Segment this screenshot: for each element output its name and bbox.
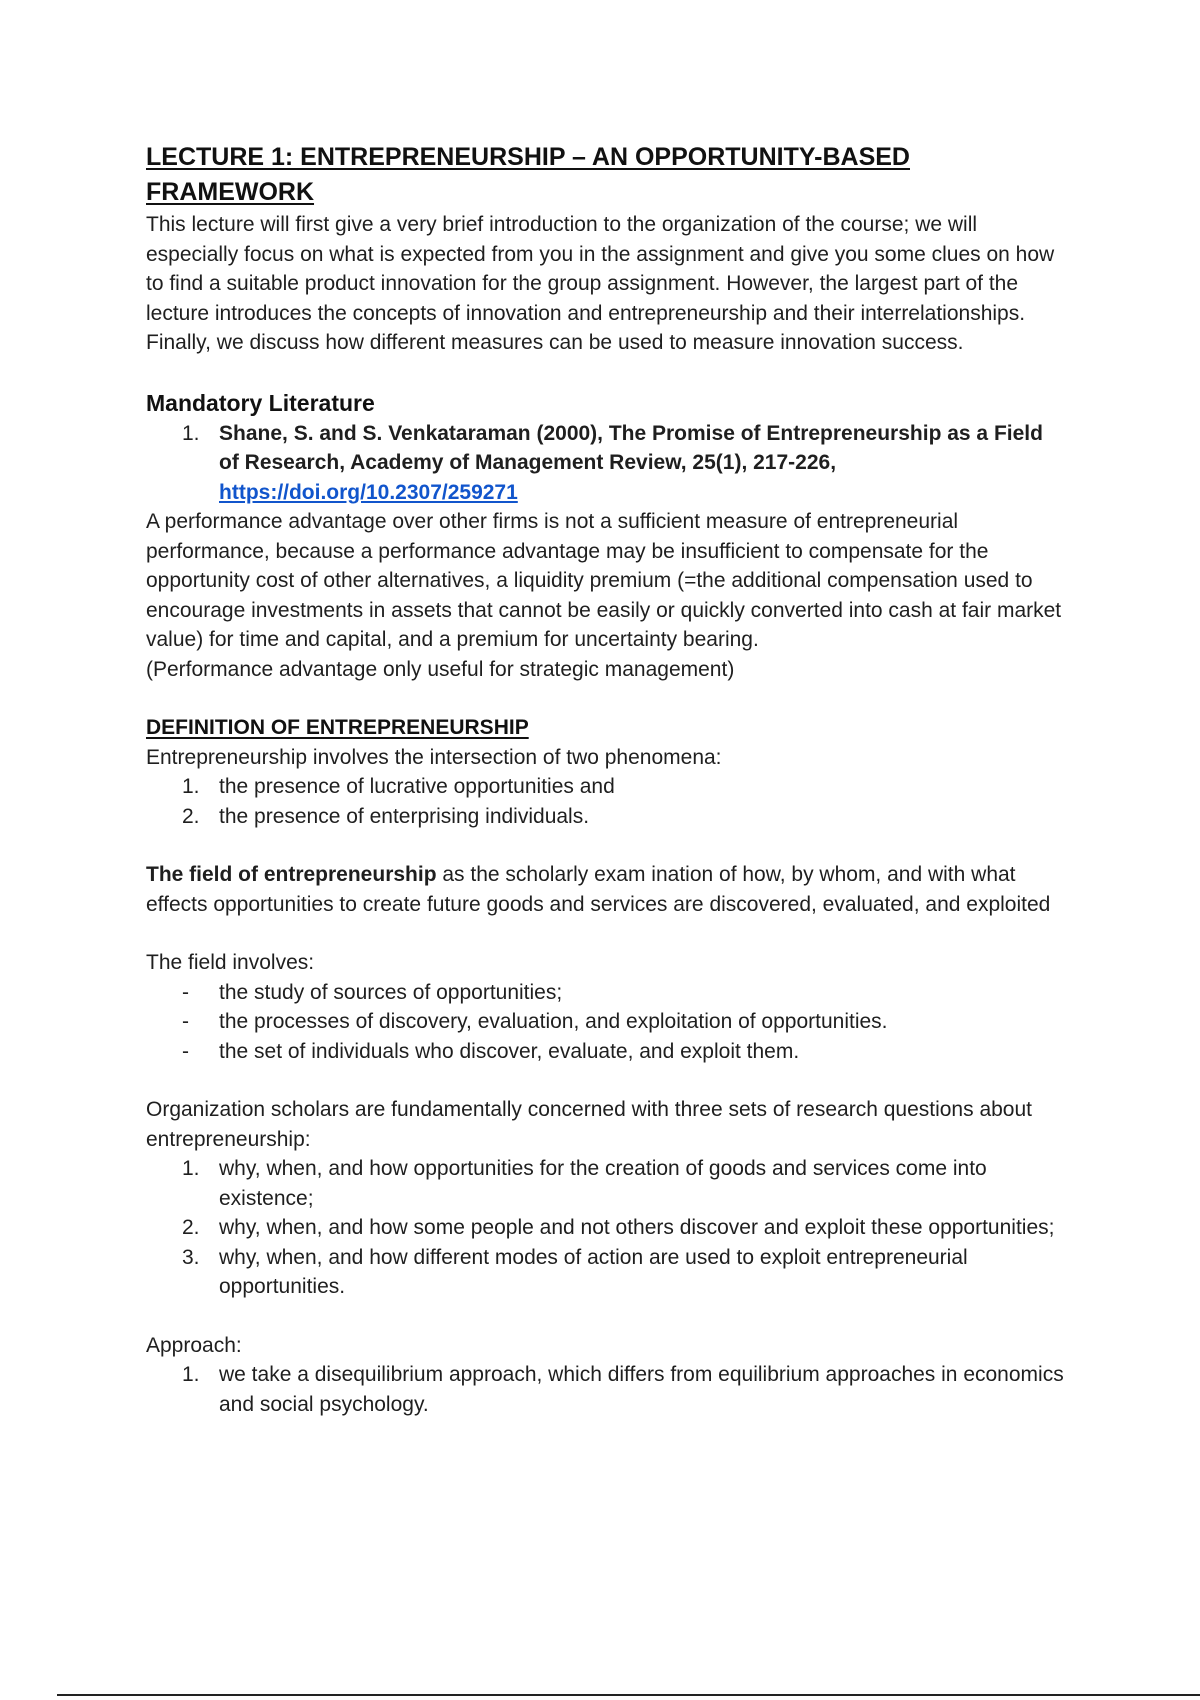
definition-heading: DEFINITION OF ENTREPRENEURSHIP [146,716,529,739]
list-marker: 1. [182,1363,200,1386]
mandatory-literature-heading: Mandatory Literature [146,389,375,416]
literature-list [146,419,1066,508]
list-marker: 1. [182,1157,200,1180]
list-marker: 1. [182,421,200,445]
citation-text: Shane, S. and S. Venkataraman (2000), The Promise of Entrepreneurship as a Field of Research, Academy of Management Review, 25(1), 217-226, [219,421,1043,474]
doi-link[interactable]: https://doi.org/10.2307/259271 [219,480,518,504]
field-involves-lead: The field involves: [146,951,315,974]
definition-list [146,772,1066,831]
list-marker: 2. [182,804,200,828]
dash-marker: - [182,1010,189,1033]
list-item [146,978,1066,1008]
performance-note: A performance advantage over other firms is not a sufficient measure of entrepreneurial performance, because a performance advantage may be insufficient to compensate for the opportunity cost of other alternatives, a liquidity premium (=the additional compensation used to encourage investments in assets that cannot be easily or quickly converted into cash at fair market value) for time and capital, and a premium for uncertainty bearing. [146,510,1062,651]
list-marker: 3. [182,1245,200,1269]
list-item [146,1007,1066,1037]
field-paragraph [146,860,1066,919]
list-item-text: why, when, and how opportunities for the creation of goods and services come into existence; [219,1157,987,1210]
list-item-text: why, when, and how some people and not others discover and exploit these opportunities; [219,1216,1055,1239]
list-item [146,772,1066,802]
performance-note-aside: (Performance advantage only useful for strategic management) [146,657,735,681]
list-item [146,1360,1066,1419]
list-marker: 2. [182,1216,200,1239]
list-item-text: the presence of enterprising individuals. [219,804,590,828]
field-bold-lead: The field of entrepreneurship [146,863,437,886]
list-marker: 1. [182,775,200,798]
list-item [146,1037,1066,1067]
list-item-text: the study of sources of opportunities; [219,980,563,1004]
field-rest: as the scholarly exam ination of how, by whom, and with what effects opportunities to create future goods and services are discovered, evaluated, and exploited [146,863,1051,916]
list-item [146,419,1066,508]
research-questions-lead: Organization scholars are fundamentally concerned with three sets of research questions about entrepreneurship: [146,1098,1032,1151]
list-item [146,802,1066,832]
list-item-text: we take a disequilibrium approach, which differs from equilibrium approaches in economics and social psychology. [219,1363,1064,1416]
approach-lead: Approach: [146,1333,242,1357]
intro-paragraph: This lecture will first give a very brief introduction to the organization of the course; we will especially focus on what is expected from you in the assignment and give you some clues on how to find a suitable product innovation for the group assignment. However, the largest part of the lecture introduces the concepts of innovation and entrepreneurship and their interrelationships. Finally, we discuss how different measures can be used to measure innovation success. [146,213,1055,354]
definition-lead: Entrepreneurship involves the intersection of two phenomena: [146,745,722,769]
list-item [146,1213,1066,1243]
research-questions-list [146,1154,1066,1302]
approach-list [146,1360,1066,1419]
list-item-text: the set of individuals who discover, evaluate, and exploit them. [219,1039,800,1063]
page-title: LECTURE 1: ENTREPRENEURSHIP – AN OPPORTUNITY-BASED FRAMEWORK [146,143,910,206]
list-item [146,1243,1066,1302]
footer-divider [57,1694,1200,1696]
dash-marker: - [182,980,189,1004]
list-item-text: the processes of discovery, evaluation, and exploitation of opportunities. [219,1010,888,1033]
dash-marker: - [182,1039,189,1063]
document-page [146,140,1066,1419]
list-item [146,1154,1066,1213]
list-item-text: the presence of lucrative opportunities and [219,775,615,798]
field-involves-list [146,978,1066,1067]
list-item-text: why, when, and how different modes of action are used to exploit entrepreneurial opportunities. [219,1245,968,1298]
